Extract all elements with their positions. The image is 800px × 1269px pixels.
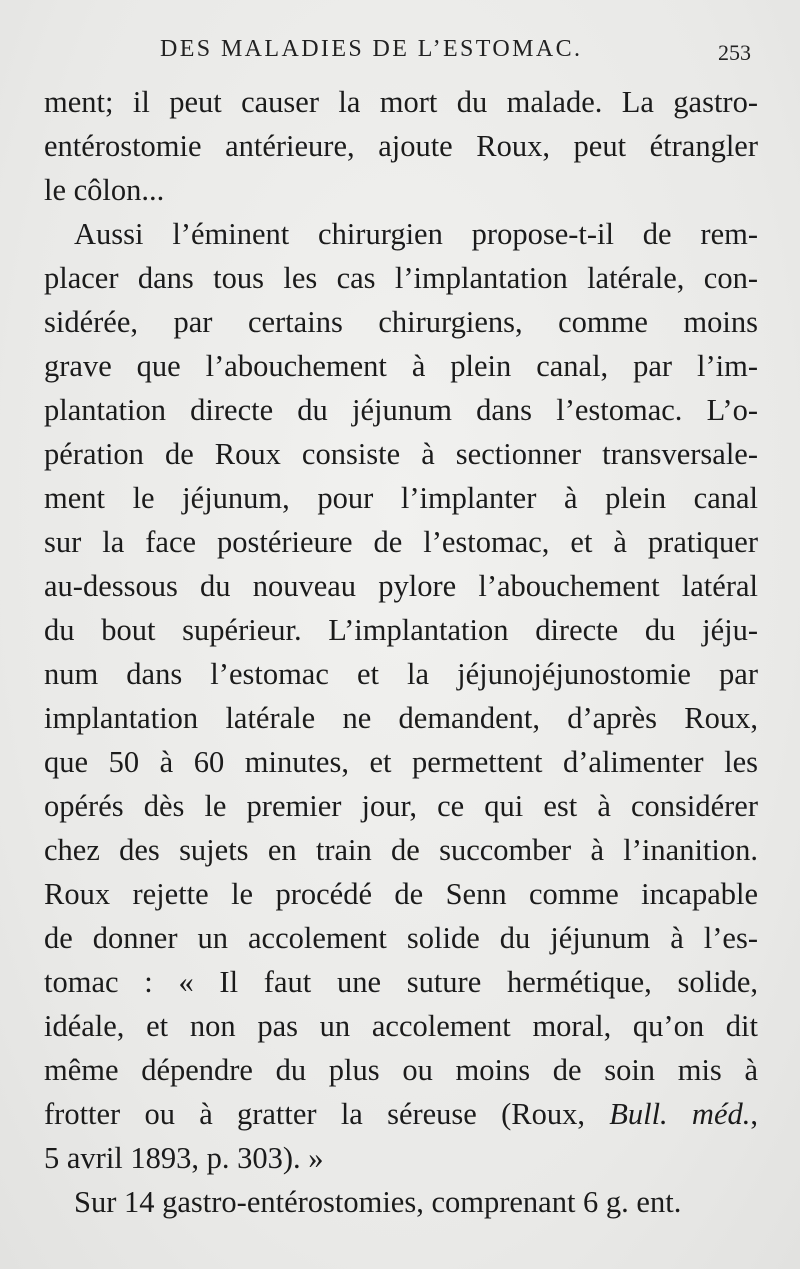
text-line: ment; il peut causer la mort du malade. La gastro- [44, 85, 758, 119]
body-text [44, 80, 758, 1224]
text-line: num dans l’estomac et la jéjunojéjunostomie par [44, 657, 758, 691]
text-line: de donner un accolement solide du jéjunum à l’es- [44, 921, 758, 955]
text-line: ment le jéjunum, pour l’implanter à plein canal [44, 481, 758, 515]
citation-comma: , [750, 1097, 758, 1131]
text-line: sur la face postérieure de l’estomac, et à pratiquer [44, 525, 758, 559]
citation-journal: Bull. méd. [609, 1097, 751, 1131]
citation-text: frotter ou à gratter la séreuse (Roux, [44, 1097, 610, 1131]
text-line: idéale, et non pas un accolement moral, qu’on dit [44, 1009, 758, 1043]
paragraph-start-line: Aussi l’éminent chirurgien propose-t-il de rem- [74, 217, 758, 251]
text-line: implantation latérale ne demandent, d’après Roux, [44, 701, 758, 735]
text-line: placer dans tous les cas l’implantation latérale, con- [44, 261, 758, 295]
page-number: 253 [718, 40, 751, 65]
text-line: sidérée, par certains chirurgiens, comme moins [44, 305, 758, 339]
text-line: opérés dès le premier jour, ce qui est à considérer [44, 789, 758, 823]
text-line: grave que l’abouchement à plein canal, par l’im- [44, 349, 758, 383]
text-line: que 50 à 60 minutes, et permettent d’alimenter les [44, 745, 758, 779]
text-line: du bout supérieur. L’implantation directe du jéju- [44, 613, 758, 647]
text-line: entérostomie antérieure, ajoute Roux, peut étrangler [44, 129, 758, 163]
text-line: tomac : « Il faut une suture hermétique, solide, [44, 965, 758, 999]
text-line: le côlon... [44, 173, 165, 207]
text-line: même dépendre du plus ou moins de soin mis à [44, 1053, 758, 1087]
text-line: plantation directe du jéjunum dans l’estomac. L’o- [44, 393, 758, 427]
text-line: chez des sujets en train de succomber à l’inanition. [44, 833, 758, 867]
running-title: DES MALADIES DE L’ESTOMAC. [160, 36, 583, 62]
text-line: pération de Roux consiste à sectionner transversale- [44, 437, 758, 471]
running-head [0, 36, 800, 70]
paragraph-start-line: Sur 14 gastro-entérostomies, comprenant 6 g. ent. [74, 1185, 682, 1219]
text-line: au-dessous du nouveau pylore l’abouchement latéral [44, 569, 758, 603]
text-line: 5 avril 1893, p. 303). » [44, 1141, 324, 1175]
text-line-citation [44, 1092, 758, 1136]
text-line: Roux rejette le procédé de Senn comme incapable [44, 877, 758, 911]
